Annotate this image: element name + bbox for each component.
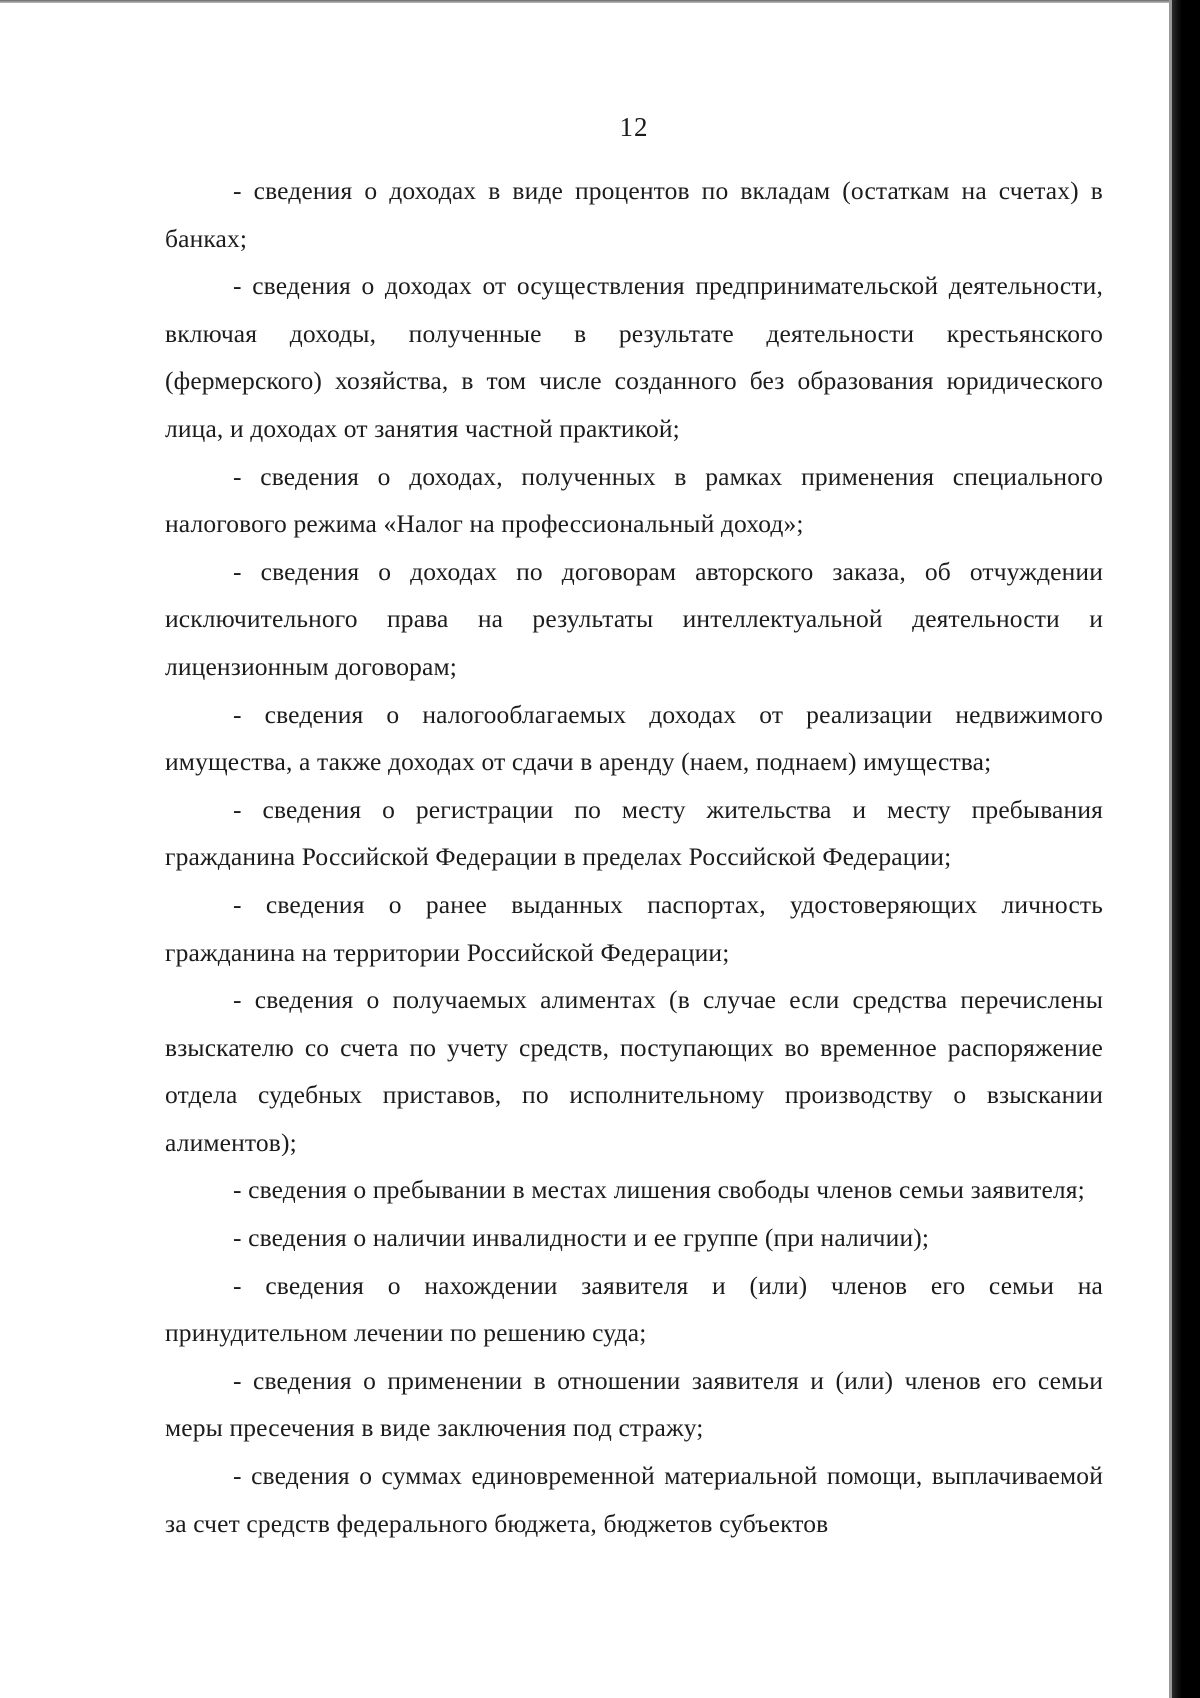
paragraph-compulsory-treatment: - сведения о нахождении заявителя и (или) членов его семьи на принудительном лечении по решению суда; (165, 1270, 1103, 1348)
paragraph-interest-income: - сведения о доходах в виде процентов по вкладам (остаткам на счетах) в банках; (165, 176, 1103, 253)
document-body (165, 167, 1103, 1547)
paragraph-self-employed-tax: - сведения о доходах, полученных в рамках применения специального налогового режима «Налог на профессиональный доход»; (165, 461, 1103, 539)
paragraph-detention: - сведения о применении в отношении заявителя и (или) членов его семьи меры пресечения в виде заключения под стражу; (165, 1365, 1103, 1443)
paragraph-imprisonment: - сведения о пребывании в местах лишения свободы членов семьи заявителя; (233, 1175, 1085, 1205)
paragraph-alimony: - сведения о получаемых алиментах (в случае если средства перечислены взыскателю со счета по учету средств, поступающих во временное распоряжение отдела судебных приставов, по исполнительному производству о взыскании алиментов); (165, 985, 1103, 1157)
paragraph-disability: - сведения о наличии инвалидности и ее группе (при наличии); (233, 1223, 930, 1253)
paragraph-material-aid: - сведения о суммах единовременной материальной помощи, выплачиваемой за счет средств федерального бюджета, бюджетов субъектов (165, 1461, 1103, 1538)
paragraph-copyright-income: - сведения о доходах по договорам авторского заказа, об отчуждении исключительного права на результаты интеллектуальной деятельности и лицензионным договорам; (165, 556, 1103, 681)
paragraph-registration: - сведения о регистрации по месту жительства и месту пребывания гражданина Российской Федерации в пределах Российской Федерации; (165, 794, 1103, 872)
scan-right-edge (1172, 0, 1200, 1698)
page-number: 12 (619, 112, 649, 142)
paragraph-property-income: - сведения о налогооблагаемых доходах от реализации недвижимого имущества, а также доходах от сдачи в аренду (наем, поднаем) имущества; (165, 699, 1103, 777)
paragraph-business-income: - сведения о доходах от осуществления предпринимательской деятельности, включая доходы, полученные в результате деятельности крестьянского (фермерского) хозяйства, в том числе созданного без образования юридического лица, и доходах от занятия частной практикой; (165, 271, 1103, 443)
paragraph-passports: - сведения о ранее выданных паспортах, удостоверяющих личность гражданина на территории Российской Федерации; (165, 889, 1103, 967)
scan-top-edge (0, 0, 1200, 3)
